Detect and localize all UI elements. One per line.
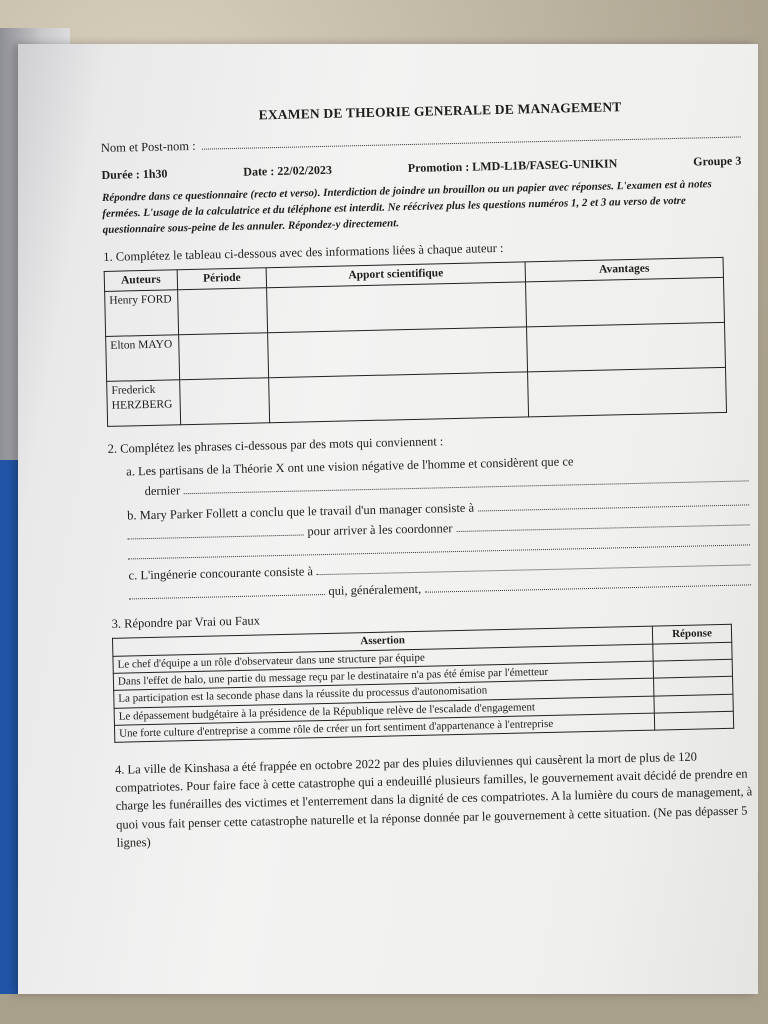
author-cell: Frederick HERZBERG [107,380,181,427]
assertion-cell: Le dépassement budgétaire à la présidence de la République relève de l'escalade d'engagement [114,696,654,726]
header-auteurs: Auteurs [104,270,177,292]
answer-cell[interactable] [178,288,268,335]
group: Groupe 3 [693,153,742,169]
answer-cell[interactable] [268,327,528,378]
header-assertion: Assertion [112,626,652,656]
response-cell[interactable] [653,642,732,661]
q2a-continuation: dernier [144,483,181,498]
response-cell[interactable] [654,711,733,730]
response-cell[interactable] [654,694,733,713]
exam-title: EXAMEN DE THEORIE GENERALE DE MANAGEMENT [258,99,622,123]
question-1: 1. Complétez le tableau ci-dessous avec des informations liées à chaque auteur : [103,241,504,265]
q2c-answer-line-1[interactable] [317,554,751,575]
answer-cell[interactable] [267,282,527,333]
q2c-answer-line-2[interactable] [129,584,325,599]
author-cell: Elton MAYO [106,335,180,382]
name-input-line[interactable] [201,126,740,149]
exam-content [100,95,757,851]
exam-date: Date : 22/02/2023 [243,162,333,179]
answer-cell[interactable] [528,368,727,417]
question-2: 2. Complétez les phrases ci-dessous par des mots qui conviennent : [107,434,444,457]
q2b-text: b. Mary Parker Follett a conclu que le travail d'un manager consiste à [127,500,475,523]
author-cell: Henry FORD [105,290,179,337]
authors-table [104,257,727,427]
header-periode: Période [177,268,266,290]
response-cell[interactable] [653,659,732,678]
q2b-answer-line-1[interactable] [478,495,749,512]
question-4: 4. La ville de Kinshasa a été frappée en octobre 2022 par des pluies diluviennes qui causèrent la mort de plus de 120 compatriotes. Pour faire face à cette catastrophe qui a endeuillé plusieurs familles, le gouvernement avait décidé de prendre en charge les funérailles des victimes et l'enterrement dans la dignité de ces compatriotes. A la lumière du cours de management, à quoi vous fait penser cette catastrophe naturelle et la réponse donnée par le gouvernement à cette situation. (Ne pas dépasser 5 lignes) [114,749,753,850]
assertion-cell: La participation est la seconde phase dans la réussite du processus d'autonomisation [114,678,654,708]
blue-folder-edge [0,460,18,994]
q2b-answer-line-3[interactable] [456,515,749,533]
question-2a [126,449,749,500]
true-false-table [112,624,734,743]
q2b-continuation: pour arriver à les coordonner [307,521,453,539]
response-cell[interactable] [654,677,733,696]
name-field-row [101,125,741,156]
answer-cell[interactable] [180,378,270,425]
question-2c [128,553,751,604]
q2c-answer-line-3[interactable] [425,574,751,592]
name-label: Nom et Post-nom : [100,138,196,155]
answer-cell[interactable] [179,333,269,380]
header-avantages: Avantages [525,258,723,282]
answer-cell[interactable] [527,323,726,372]
answer-cell[interactable] [269,372,529,423]
promotion: Promotion : LMD-L1B/FASEG-UNIKIN [407,156,618,175]
q2c-continuation: qui, généralement, [328,581,422,598]
header-reponse: Réponse [652,625,731,644]
question-2b [127,494,750,560]
q2a-text: a. Les partisans de la Théorie X ont une vision négative de l'homme et considèrent que ce [126,453,574,479]
q2b-answer-line-2[interactable] [128,525,304,540]
duration: Durée : 1h30 [101,166,168,182]
q2c-text: c. L'ingénerie concourante consiste à [128,563,314,583]
assertion-cell: Le chef d'équipe a un rôle d'observateur dans une structure par équipe [113,644,653,674]
assertion-cell: Une forte culture d'entreprise a comme rôle de créer un fort sentiment d'appartenance à l'entreprise [114,713,654,743]
question-3: 3. Répondre par Vrai ou Faux [111,613,261,632]
instructions: Répondre dans ce questionnaire (recto et verso). Interdiction de joindre un brouillon ou un papier avec réponses. L'examen est à notes fermées. L'usage de la calculatrice et du téléphone est interdit. Ne réécrivez plus les questions numéros 1, 2 et 3 au verso de votre questionnaire sous-peine de les annuler. Répondez-y directement. [101,178,712,237]
header-apport: Apport scientifique [266,262,525,288]
assertion-cell: Dans l'effet de halo, une partie du message reçu par le destinataire n'a pas été émise par l'émetteur [113,661,653,691]
answer-cell[interactable] [526,278,725,327]
